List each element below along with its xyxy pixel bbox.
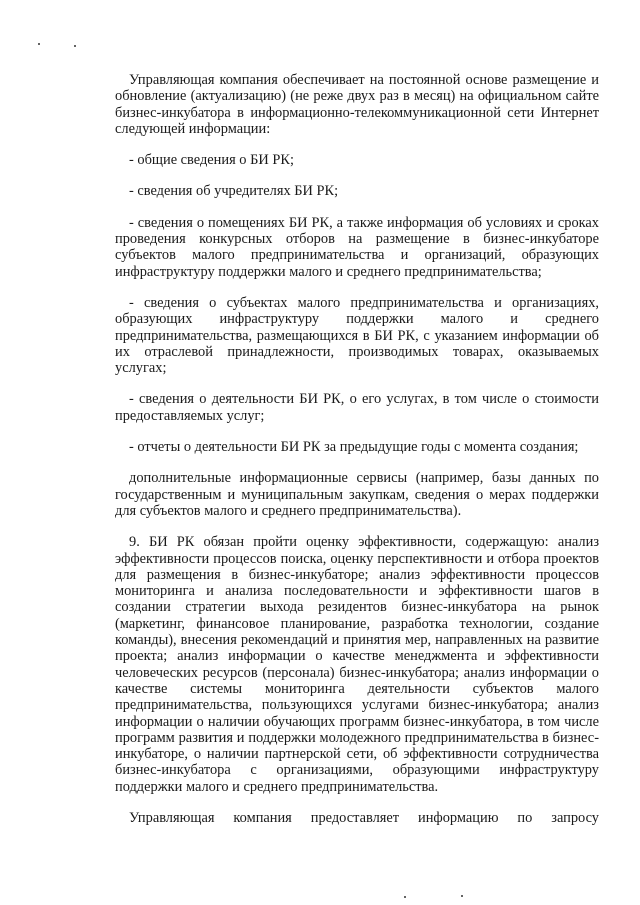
list-item-activities: - сведения о деятельности БИ РК, о его услугах, в том числе о стоимости предоставляемых услуг; xyxy=(115,391,599,424)
list-item-founders: - сведения об учредителях БИ РК; xyxy=(129,183,339,200)
scan-speck xyxy=(404,896,406,898)
list-item-general-info: - общие сведения о БИ РК; xyxy=(129,152,294,169)
paragraph-intro: Управляющая компания обеспечивает на постоянной основе размещение и обновление (актуализацию) (не реже двух раз в месяц) на официальном сайте бизнес-инкубатора в информационно-телекоммуникационной сети Интернет следующей информации: xyxy=(115,72,599,137)
paragraph-closing: Управляющая компания предоставляет информацию по запросу xyxy=(129,809,599,826)
scan-speck xyxy=(38,43,40,45)
scan-speck xyxy=(74,45,76,47)
body-text xyxy=(115,72,599,841)
list-item-additional-services: дополнительные информационные сервисы (например, базы данных по государственным и муниципальным закупкам, сведения о мерах поддержки для субъектов малого и среднего предпринимательства). xyxy=(115,470,599,519)
list-item-residents: - сведения о субъектах малого предпринимательства и организациях, образующих инфраструктуру поддержки малого и среднего предпринимательства, размещающихся в БИ РК, с указанием информации об их отраслевой принадлежности, производимых товарах, оказываемых услугах; xyxy=(115,294,599,377)
scan-speck xyxy=(461,895,463,897)
paragraph-section-9: 9. БИ РК обязан пройти оценку эффективности, содержащую: анализ эффективности процессов поиска, оценку перспективности и отбора проектов для размещения в бизнес-инкубаторе; анализ эффективности процессов мониторинга и анализа последовательности и эффективности шагов в создании стратегии выхода резидентов бизнес-инкубатора на рынок (маркетинг, финансовое планирование, разработка технологии, создание команды), внесения рекомендаций и принятия мер, направленных на развитие проекта; анализ информации о качестве менеджмента и эффективности человеческих ресурсов (персонала) бизнес-инкубатора; анализ информации о качестве системы мониторинга деятельности субъектов малого предпринимательства, пользующихся услугами бизнес-инкубатора; анализ информации о наличии обучающих программ бизнес-инкубатора, в том числе программ развития и поддержки молодежного предпринимательства в бизнес-инкубаторе, о наличии партнерской сети, об эффективности сотрудничества бизнес-инкубатора с организациями, образующими инфраструктуру поддержки малого и среднего предпринимательства. xyxy=(115,534,599,795)
list-item-reports: - отчеты о деятельности БИ РК за предыдущие годы с момента создания; xyxy=(129,439,579,456)
list-item-premises: - сведения о помещениях БИ РК, а также информация об условиях и сроках проведения конкурсных отборов на размещение в бизнес-инкубаторе субъектов малого предпринимательства и организаций, образующих инфраструктуру поддержки малого и среднего предпринимательства; xyxy=(115,214,599,280)
